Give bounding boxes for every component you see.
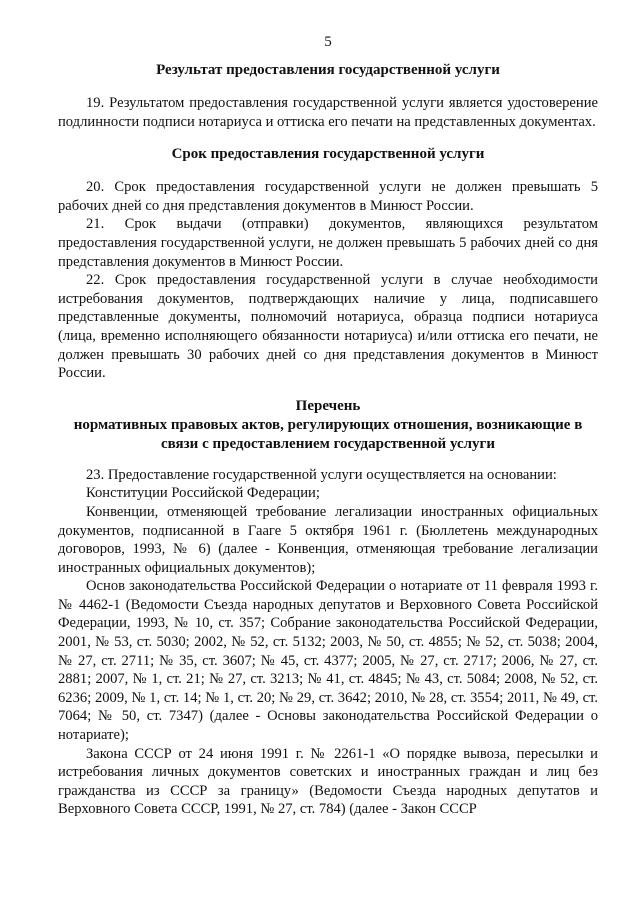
heading-list bbox=[58, 397, 598, 454]
heading-result: Результат предоставления государственной услуги bbox=[156, 62, 500, 78]
heading-list-line1: Перечень bbox=[295, 397, 361, 414]
paragraph-19: 19. Результатом предоставления государственной услуги является удостоверение подлинности подписи нотариуса и оттиска его печати на представленных документах. bbox=[58, 95, 598, 130]
heading-term: Срок предоставления государственной услуги bbox=[171, 146, 485, 163]
list-item-zakon: Закона СССР от 24 июня 1991 г. № 2261-1 «О порядке вывоза, пересылки и истребования личных документов советских и иностранных граждан и лиц без гражданства из СССР за границу» (Ведомости Съезда народных депутатов и Верховного Совета СССР, 1991, № 27, ст. 784) (далее - Закон СССР bbox=[58, 745, 598, 818]
paragraph-20: 20. Срок предоставления государственной услуги не должен превышать 5 рабочих дней со дня представления документов в Минюст России. bbox=[58, 179, 598, 214]
paragraph-23: 23. Предоставление государственной услуги осуществляется на основании: bbox=[86, 466, 557, 483]
page-number: 5 bbox=[324, 34, 332, 50]
list-item-osnovy: Основ законодательства Российской Федерации о нотариате от 11 февраля 1993 г. № 4462-1 (Ведомости Съезда народных депутатов и Верховного Совета Российской Федерации, 1993, № 10, ст. 357; Собрание законодательства Российской Федерации, 2001, № 53, ст. 5030; 2002, № 52, ст. 5132; 2003, № 50, ст. 4855; № 52, ст. 5038; 2004, № 27, ст. 2711; № 35, ст. 3607; № 45, ст. 4377; 2005, № 27, ст. 2717; 2006, № 27, ст. 2881; 2007, № 1, ст. 21; № 27, ст. 3213; № 41, ст. 4845; № 43, ст. 5084; 2008, № 52, ст. 6236; 2009, № 1, ст. 14; № 1, ст. 20; № 29, ст. 3642; 2010, № 28, ст. 3554; 2011, № 49, ст. 7064; № 50, ст. 7347) (далее - Основы законодательства Российской Федерации о нотариате); bbox=[58, 578, 598, 744]
list-item-constitution: Конституции Российской Федерации; bbox=[86, 485, 320, 502]
paragraph-21: 21. Срок выдачи (отправки) документов, являющихся результатом предоставления государственной услуги, не должен превышать 5 рабочих дней со дня представления документов в Минюст России. bbox=[58, 216, 598, 270]
list-item-convention: Конвенции, отменяющей требование легализации иностранных официальных документов, подписанной в Гааге 5 октября 1961 г. (Бюллетень международных договоров, 1993, № 6) (далее - Конвенция, отменяющая требование легализации иностранных официальных документов); bbox=[58, 503, 598, 576]
paragraph-22: 22. Срок предоставления государственной услуги в случае необходимости истребования документов, подтверждающих наличие у лица, подписавшего представленные документы, полномочий нотариуса, образца подписи нотариуса (лица, временно исполняющего обязанности нотариуса) и/или оттиска его печати, не должен превышать 30 рабочих дней со дня представления документов в Минюст России. bbox=[58, 272, 598, 382]
heading-list-line2: нормативных правовых актов, регулирующих отношения, возникающие в связи с предоставлением государственной услуги bbox=[73, 416, 583, 452]
